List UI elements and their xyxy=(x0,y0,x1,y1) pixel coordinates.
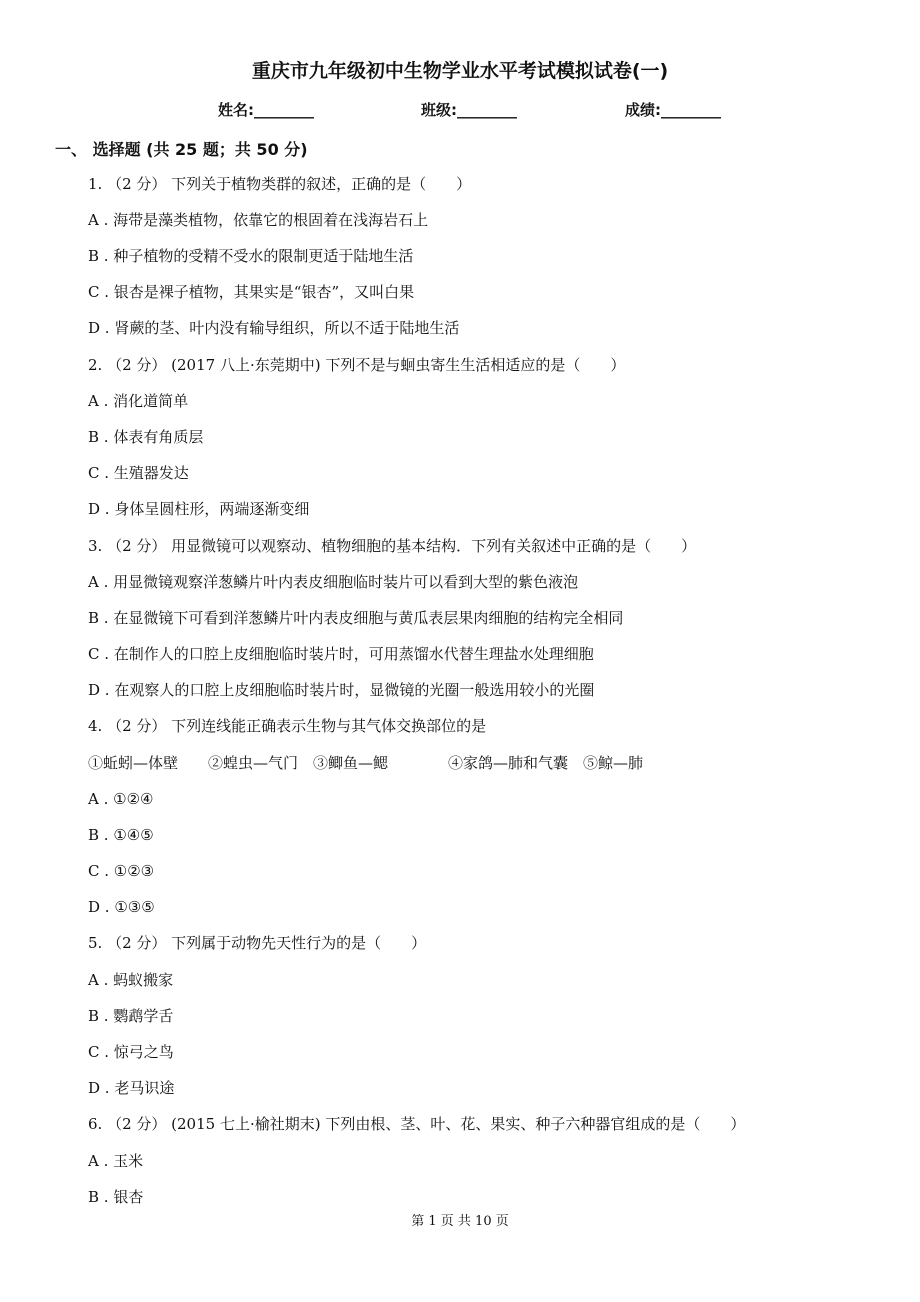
question-5-option-a: A . 蚂蚁搬家 xyxy=(88,971,174,989)
question-3-option-c: C . 在制作人的口腔上皮细胞临时装片时，可用蒸馏水代替生理盐水处理细胞 xyxy=(88,645,594,663)
question-3-option-a: A . 用显微镜观察洋葱鳞片叶内表皮细胞临时装片可以看到大型的紫色液泡 xyxy=(88,573,579,591)
question-4-option-c: C . ①②③ xyxy=(88,862,155,880)
question-6-option-a: A . 玉米 xyxy=(88,1152,144,1170)
question-2-option-c: C . 生殖器发达 xyxy=(88,464,189,482)
question-3-option-d: D . 在观察人的口腔上皮细胞临时装片时，显微镜的光圈一般选用较小的光圈 xyxy=(88,681,595,699)
name-field: 姓名:________ xyxy=(218,101,314,119)
question-1-option-c: C . 银杏是裸子植物，其果实是“银杏”，又叫白果 xyxy=(88,283,415,301)
question-2-stem: 2. （2 分） (2017 八上·东莞期中) 下列不是与蛔虫寄生生活相适应的是（ ） xyxy=(88,356,626,374)
class-field: 班级:________ xyxy=(421,101,517,119)
question-2-option-a: A . 消化道简单 xyxy=(88,392,189,410)
question-1-option-d: D . 肾蕨的茎、叶内没有输导组织，所以不适于陆地生活 xyxy=(88,319,460,337)
question-6-stem: 6. （2 分） (2015 七上·榆社期末) 下列由根、茎、叶、花、果实、种子六种器官组成的是（ ） xyxy=(88,1115,746,1133)
question-4-pairs: ①蚯蚓—体壁 ②蝗虫—气门 ③鲫鱼—鳃 ④家鸽—肺和气囊 ⑤鲸—肺 xyxy=(88,754,644,772)
question-3-stem: 3. （2 分） 用显微镜可以观察动、植物细胞的基本结构．下列有关叙述中正确的是（ ） xyxy=(88,537,697,555)
question-1-option-b: B . 种子植物的受精不受水的限制更适于陆地生活 xyxy=(88,247,414,265)
question-1-option-a: A . 海带是藻类植物，依靠它的根固着在浅海岩石上 xyxy=(88,211,429,229)
question-4-option-d: D . ①③⑤ xyxy=(88,898,155,916)
question-1-stem: 1. （2 分） 下列关于植物类群的叙述，正确的是（ ） xyxy=(88,175,472,193)
section-heading: 一、 选择题 (共 25 题；共 50 分) xyxy=(55,140,308,159)
score-field: 成绩:________ xyxy=(625,101,721,119)
page-title: 重庆市九年级初中生物学业水平考试模拟试卷(一) xyxy=(251,60,669,82)
question-4-stem: 4. （2 分） 下列连线能正确表示生物与其气体交换部位的是 xyxy=(88,717,487,735)
question-2-option-b: B . 体表有角质层 xyxy=(88,428,204,446)
question-6-option-b: B . 银杏 xyxy=(88,1188,144,1206)
question-5-stem: 5. （2 分） 下列属于动物先天性行为的是（ ） xyxy=(88,934,427,952)
page-footer: 第 1 页 共 10 页 xyxy=(411,1214,509,1229)
question-4-option-b: B . ①④⑤ xyxy=(88,826,154,844)
question-5-option-c: C . 惊弓之鸟 xyxy=(88,1043,174,1061)
question-3-option-b: B . 在显微镜下可看到洋葱鳞片叶内表皮细胞与黄瓜表层果肉细胞的结构完全相同 xyxy=(88,609,624,627)
question-2-option-d: D . 身体呈圆柱形，两端逐渐变细 xyxy=(88,500,310,518)
question-4-option-a: A . ①②④ xyxy=(88,790,154,808)
question-5-option-d: D . 老马识途 xyxy=(88,1079,175,1097)
question-5-option-b: B . 鹦鹉学舌 xyxy=(88,1007,174,1025)
